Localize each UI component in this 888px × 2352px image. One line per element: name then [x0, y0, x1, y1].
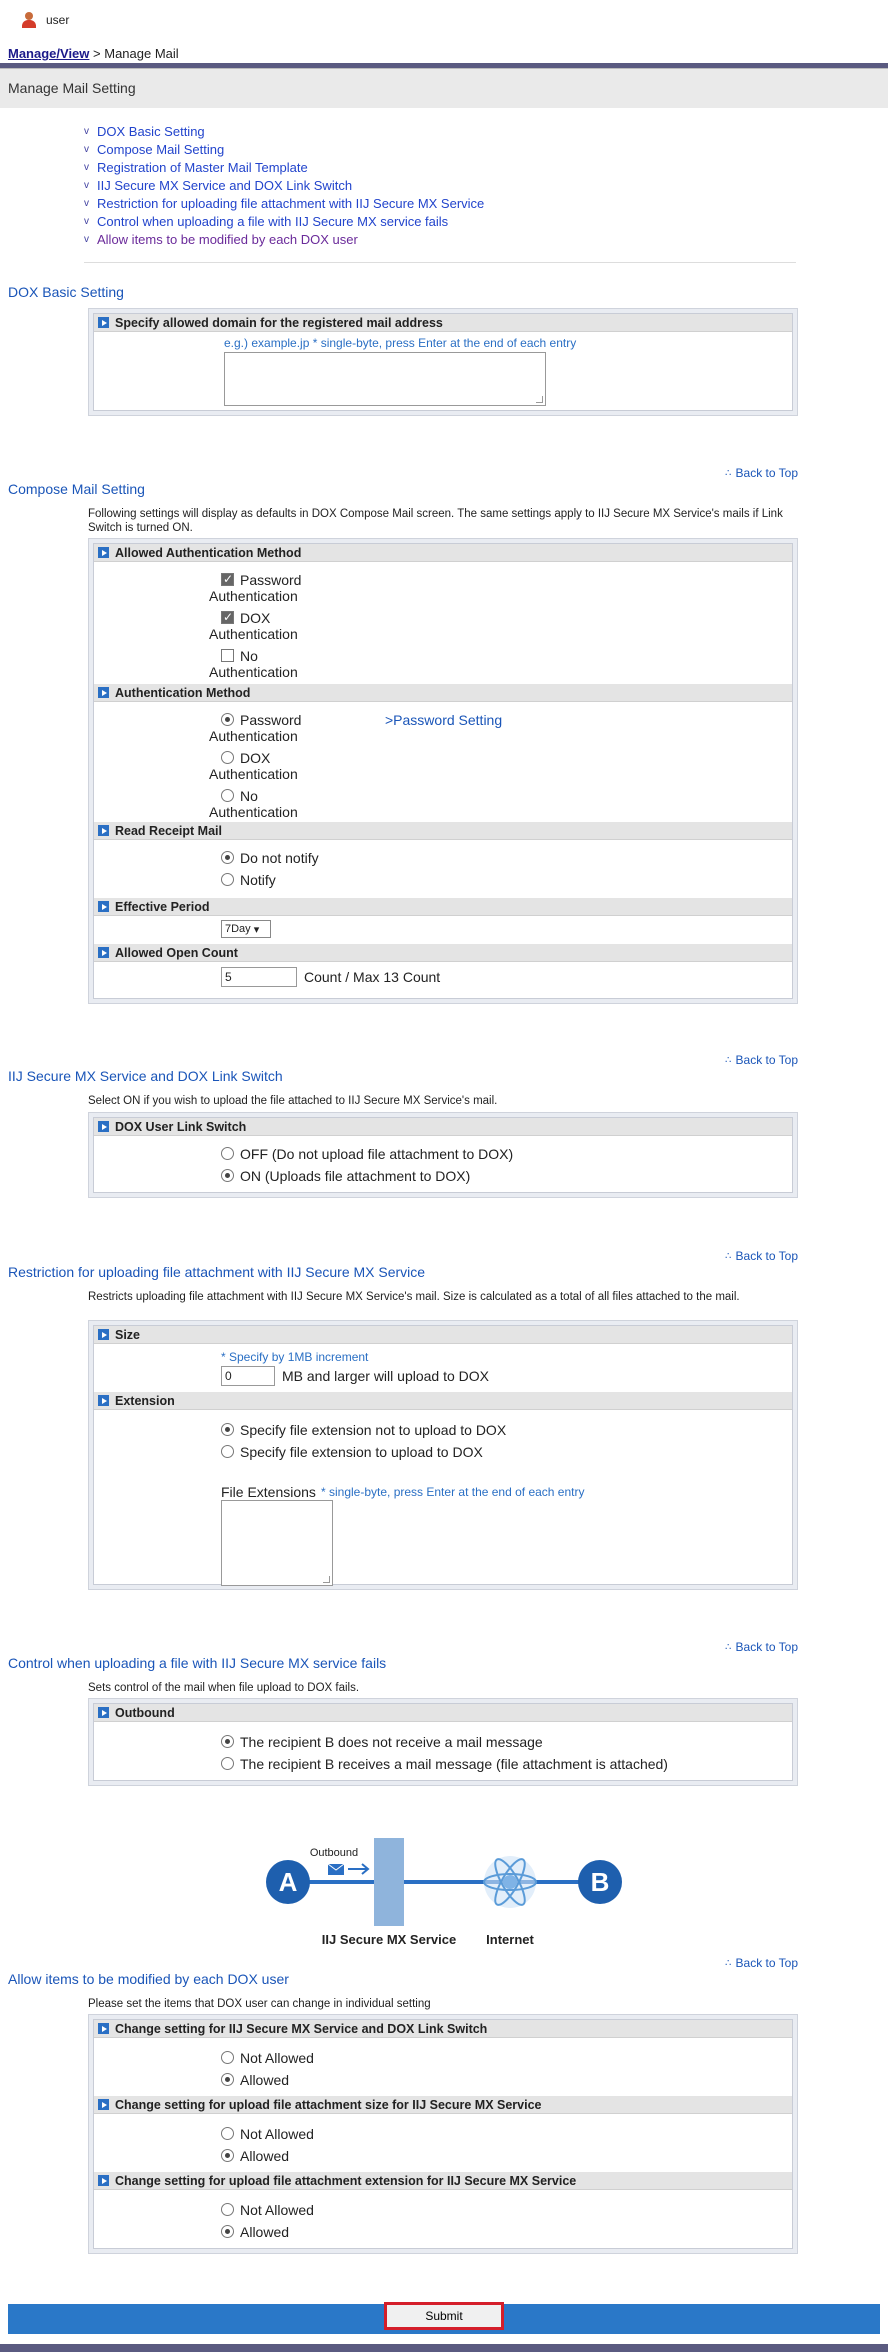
allow-size-allowed[interactable] — [221, 2148, 289, 2164]
back-to-top-link[interactable] — [725, 1956, 798, 1970]
row-head-label: Change setting for IIJ Secure MX Service and DOX Link Switch — [115, 2021, 488, 2036]
ext-upload[interactable] — [221, 1444, 483, 1460]
back-to-top-link[interactable] — [725, 1640, 798, 1654]
option-label: Not Allowed — [240, 2050, 314, 2066]
checkbox[interactable] — [221, 611, 234, 624]
bullet-icon: v — [84, 215, 89, 227]
mx-service-label: IIJ Secure MX Service — [321, 1932, 457, 1947]
dots-icon: ∴ — [725, 467, 730, 479]
dots-icon: ∴ — [725, 1054, 730, 1066]
row-head-label: Effective Period — [115, 899, 210, 914]
ext-hint: * single-byte, press Enter at the end of each entry — [321, 1485, 585, 1499]
bullet-icon: v — [84, 143, 89, 155]
radio-button[interactable] — [221, 2127, 234, 2140]
back-to-top-link[interactable] — [725, 1249, 798, 1263]
radio-button[interactable] — [221, 851, 234, 864]
row-head-label: Allowed Authentication Method — [115, 545, 302, 560]
radio-button[interactable] — [221, 1423, 234, 1436]
triangle-icon — [98, 2175, 109, 2186]
back-to-top-label: Back to Top — [735, 1956, 798, 1970]
allowed-auth-dox[interactable] — [221, 610, 270, 626]
auth-none[interactable] — [221, 788, 258, 804]
dots-icon: ∴ — [725, 1957, 730, 1969]
option-label: Allowed — [240, 2148, 290, 2164]
bullet-icon: v — [84, 197, 89, 209]
back-to-top-label: Back to Top — [735, 1053, 798, 1067]
link-switch-on[interactable] — [221, 1168, 470, 1184]
option-label: Specify file extension to upload to DOX — [240, 1444, 483, 1460]
toc-link-compose[interactable]: Compose Mail Setting — [97, 141, 225, 157]
row-head — [94, 2096, 792, 2114]
option-label: Allowed — [240, 2224, 290, 2240]
radio-button[interactable] — [221, 2073, 234, 2086]
toc-link-restriction[interactable]: Restriction for uploading file attachment with IIJ Secure MX Service — [97, 195, 485, 211]
option-label: Authentication — [209, 588, 298, 604]
row-head-label: Outbound — [115, 1705, 175, 1720]
link-switch-description: Select ON if you wish to upload the file attached to IIJ Secure MX Service's mail. — [88, 1095, 498, 1107]
row-head — [94, 898, 792, 916]
node-a-label: A — [278, 1867, 298, 1897]
table-of-contents — [84, 122, 888, 248]
radio-button[interactable] — [221, 873, 234, 886]
row-head-label: DOX User Link Switch — [115, 1119, 247, 1134]
row-head — [94, 822, 792, 840]
row-head — [94, 544, 792, 562]
password-setting-link[interactable]: >Password Setting — [385, 712, 503, 728]
outbound-flow-diagram — [260, 1838, 630, 1948]
option-label: OFF (Do not upload file attachment to DOX) — [240, 1146, 514, 1162]
row-head-label: Specify allowed domain for the registered mail address — [115, 315, 443, 330]
restriction-panel — [88, 1320, 798, 1590]
row-head — [94, 944, 792, 962]
size-input[interactable]: 0 — [221, 1366, 275, 1386]
toc-item — [84, 122, 888, 140]
radio-button[interactable] — [221, 1147, 234, 1160]
radio-button[interactable] — [221, 713, 234, 726]
option-label: Allowed — [240, 2072, 290, 2088]
option-label: DOX — [240, 750, 271, 766]
compose-description: Following settings will display as defaults in DOX Compose Mail screen. The same settings apply to IIJ Secure MX Service's mails if Link Switch is turned ON. — [88, 508, 783, 534]
allow-size-not-allowed[interactable] — [221, 2126, 314, 2142]
allow-panel — [88, 2014, 798, 2254]
back-to-top-link[interactable] — [725, 1053, 798, 1067]
option-label: Password — [240, 572, 302, 588]
dots-icon: ∴ — [725, 1250, 730, 1262]
effective-period-select[interactable] — [221, 920, 271, 938]
row-head-label: Change setting for upload file attachment extension for IIJ Secure MX Service — [115, 2173, 577, 2188]
link-switch-off[interactable] — [221, 1146, 513, 1162]
allow-ext-allowed[interactable] — [221, 2224, 289, 2240]
option-label: Authentication — [209, 728, 298, 744]
row-head-label: Allowed Open Count — [115, 945, 238, 960]
toc-item — [84, 158, 888, 176]
row-head-label: Read Receipt Mail — [115, 823, 222, 838]
control-receive[interactable] — [221, 1756, 668, 1772]
triangle-icon — [98, 1329, 109, 1340]
row-head — [94, 1118, 792, 1136]
breadcrumb-current: Manage Mail — [104, 46, 179, 61]
control-not-receive[interactable] — [221, 1734, 543, 1750]
open-count-input[interactable]: 5 — [221, 967, 297, 987]
radio-button[interactable] — [221, 1169, 234, 1182]
checkbox[interactable] — [221, 649, 234, 662]
allow-description: Please set the items that DOX user can change in individual setting — [88, 1998, 431, 2010]
radio-button[interactable] — [221, 789, 234, 802]
bullet-icon: v — [84, 161, 89, 173]
section-title-control: Control when uploading a file with IIJ Secure MX service fails — [8, 1655, 387, 1671]
allow-ext-not-allowed[interactable] — [221, 2202, 314, 2218]
breadcrumb-manage-view-link[interactable]: Manage/View — [8, 46, 90, 61]
section-title-allow: Allow items to be modified by each DOX user — [8, 1971, 289, 1987]
toc-item — [84, 230, 888, 248]
row-head — [94, 1326, 792, 1344]
ext-not-upload[interactable] — [221, 1422, 506, 1438]
option-label: The recipient B does not receive a mail message — [240, 1734, 543, 1750]
control-panel — [88, 1698, 798, 1786]
option-label: No — [240, 788, 258, 804]
triangle-icon — [98, 547, 109, 558]
option-label: Authentication — [209, 766, 298, 782]
bullet-icon: v — [84, 125, 89, 137]
restriction-description: Restricts uploading file attachment with IIJ Secure MX Service's mail. Size is calculated as a total of all files attached to the mail. — [88, 1291, 740, 1303]
bullet-icon: v — [84, 233, 89, 245]
section-title-basic: DOX Basic Setting — [8, 284, 124, 300]
basic-panel — [88, 308, 798, 416]
triangle-icon — [98, 317, 109, 328]
control-description: Sets control of the mail when file upload to DOX fails. — [88, 1682, 360, 1694]
dots-icon: ∴ — [725, 1641, 730, 1653]
triangle-icon — [98, 2099, 109, 2110]
row-head-label: Size — [115, 1327, 141, 1342]
radio-button[interactable] — [221, 2149, 234, 2162]
domain-hint: e.g.) example.jp * single-byte, press Enter at the end of each entry — [224, 336, 577, 350]
option-label: DOX — [240, 610, 271, 626]
chevron-down-icon: ▾ — [253, 923, 260, 936]
radio-button[interactable] — [221, 2203, 234, 2216]
radio-button[interactable] — [221, 751, 234, 764]
allow-link-allowed[interactable] — [221, 2072, 289, 2088]
toc-item — [84, 140, 888, 158]
option-label: Specify file extension not to upload to DOX — [240, 1422, 507, 1438]
back-to-top-label: Back to Top — [735, 466, 798, 480]
outbound-label: Outbound — [309, 1847, 359, 1859]
row-head-label: Extension — [115, 1393, 175, 1408]
triangle-icon — [98, 687, 109, 698]
allow-link-not-allowed[interactable] — [221, 2050, 314, 2066]
radio-button[interactable] — [221, 2225, 234, 2238]
triangle-icon — [98, 901, 109, 912]
option-label: Authentication — [209, 626, 298, 642]
link-switch-panel — [88, 1112, 798, 1198]
toc-item — [84, 194, 888, 212]
row-head-label: Change setting for upload file attachment size for IIJ Secure MX Service — [115, 2097, 542, 2112]
option-label: No — [240, 648, 258, 664]
back-to-top-link[interactable] — [725, 466, 798, 480]
domain-textarea[interactable] — [224, 352, 546, 406]
bottom-border — [0, 2344, 888, 2352]
user-label: user — [46, 13, 70, 27]
internet-label: Internet — [486, 1932, 534, 1947]
toc-link-link-switch[interactable]: IIJ Secure MX Service and DOX Link Switch — [97, 177, 353, 193]
triangle-icon — [98, 825, 109, 836]
page-title: Manage Mail Setting — [0, 68, 888, 108]
toc-link-basic[interactable]: DOX Basic Setting — [97, 123, 205, 139]
divider — [84, 262, 796, 263]
radio-button[interactable] — [221, 1445, 234, 1458]
size-hint: * Specify by 1MB increment — [221, 1350, 369, 1364]
size-suffix: MB and larger will upload to DOX — [282, 1368, 489, 1384]
node-b-label: B — [590, 1867, 610, 1897]
triangle-icon — [98, 1121, 109, 1132]
toc-item — [84, 176, 888, 194]
option-label: Do not notify — [240, 850, 319, 866]
toc-link-template[interactable]: Registration of Master Mail Template — [97, 159, 308, 175]
option-label: The recipient B receives a mail message (file attachment is attached) — [240, 1756, 668, 1772]
allowed-auth-none[interactable] — [221, 648, 258, 664]
option-label: Authentication — [209, 804, 298, 820]
toc-item — [84, 212, 888, 230]
ext-label: File Extensions — [221, 1484, 316, 1500]
option-label: Notify — [240, 872, 276, 888]
option-label: Password — [240, 712, 302, 728]
checkbox[interactable] — [221, 573, 234, 586]
toc-link-control[interactable]: Control when uploading a file with IIJ Secure MX service fails — [97, 213, 449, 229]
row-head — [94, 1704, 792, 1722]
row-head — [94, 1392, 792, 1410]
option-label: ON (Uploads file attachment to DOX) — [240, 1168, 471, 1184]
auth-password[interactable] — [221, 712, 301, 728]
back-to-top-label: Back to Top — [735, 1249, 798, 1263]
ext-textarea[interactable] — [221, 1500, 333, 1586]
section-title-link-switch: IIJ Secure MX Service and DOX Link Switch — [8, 1068, 283, 1084]
allowed-auth-password[interactable] — [221, 572, 301, 588]
user-icon — [20, 11, 38, 29]
open-count-suffix: Count / Max 13 Count — [304, 969, 441, 985]
section-title-restriction: Restriction for uploading file attachment with IIJ Secure MX Service — [8, 1264, 426, 1280]
triangle-icon — [98, 947, 109, 958]
section-title-compose: Compose Mail Setting — [8, 481, 145, 497]
row-head-label: Authentication Method — [115, 685, 251, 700]
receipt-do-not-notify[interactable] — [221, 850, 319, 866]
internet-globe-icon — [484, 1855, 536, 1908]
row-head — [94, 2020, 792, 2038]
receipt-notify[interactable] — [221, 872, 276, 888]
select-value: 7Day — [225, 923, 251, 935]
triangle-icon — [98, 1707, 109, 1718]
row-head — [94, 314, 792, 332]
auth-dox[interactable] — [221, 750, 270, 766]
mx-server-block — [374, 1838, 404, 1926]
triangle-icon — [98, 1395, 109, 1406]
radio-button[interactable] — [221, 2051, 234, 2064]
row-head — [94, 684, 792, 702]
compose-panel — [88, 538, 798, 1004]
submit-button[interactable]: Submit — [384, 2302, 504, 2330]
bullet-icon: v — [84, 179, 89, 191]
option-label: Not Allowed — [240, 2126, 314, 2142]
option-label: Not Allowed — [240, 2202, 314, 2218]
triangle-icon — [98, 2023, 109, 2034]
radio-button[interactable] — [221, 1757, 234, 1770]
breadcrumb — [0, 40, 888, 68]
toc-link-allow[interactable]: Allow items to be modified by each DOX user — [97, 231, 358, 247]
top-bar — [0, 0, 888, 40]
back-to-top-label: Back to Top — [735, 1640, 798, 1654]
radio-button[interactable] — [221, 1735, 234, 1748]
breadcrumb-separator: > — [93, 46, 101, 61]
option-label: Authentication — [209, 664, 298, 680]
row-head — [94, 2172, 792, 2190]
